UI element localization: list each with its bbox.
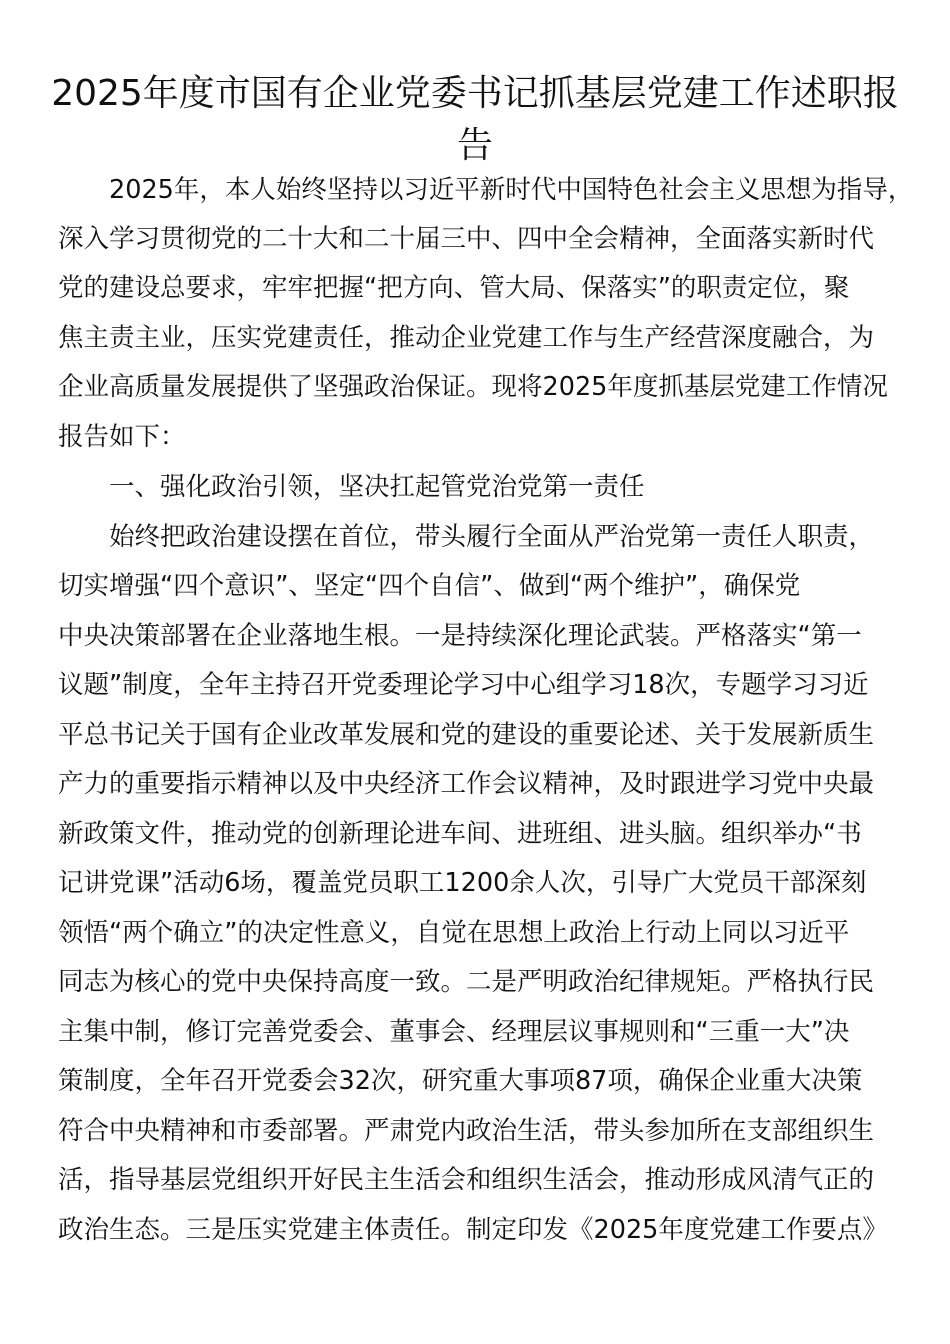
body-line: 策制度，全年召开党委会32次，研究重大事项87项，确保企业重大决策 <box>58 1066 863 1096</box>
body-line: 领悟“两个确立”的决定性意义，自觉在思想上政治上行动上同以习近平 <box>58 918 850 948</box>
body-line: 政治生态。三是压实党建主体责任。制定印发《2025年度党建工作要点》 <box>58 1215 888 1245</box>
body-line: 2025年，本人始终坚持以习近平新时代中国特色社会主义思想为指导， <box>58 175 914 205</box>
document-title <box>40 68 910 172</box>
body-line: 记讲党课”活动6场，覆盖党员职工1200余人次，引导广大党员干部深刻 <box>58 868 867 898</box>
section-heading: 一、强化政治引领，坚决扛起管党治党第一责任 <box>58 472 645 502</box>
body-line: 议题”制度，全年主持召开党委理论学习中心组学习18次，专题学习习近 <box>58 670 869 700</box>
body-line: 符合中央精神和市委部署。严肃党内政治生活，带头参加所在支部组织生 <box>58 1116 875 1146</box>
body-line: 企业高质量发展提供了坚强政治保证。现将2025年度抓基层党建工作情况 <box>58 372 888 402</box>
body-line: 主集中制，修订完善党委会、董事会、经理层议事规则和“三重一大”决 <box>58 1017 850 1047</box>
body-line: 深入学习贯彻党的二十大和二十届三中、四中全会精神，全面落实新时代 <box>58 224 875 254</box>
body-line: 平总书记关于国有企业改革发展和党的建设的重要论述、关于发展新质生 <box>58 720 875 750</box>
body-line: 焦主责主业，压实党建责任，推动企业党建工作与生产经营深度融合，为 <box>58 323 875 353</box>
body-line: 党的建设总要求，牢牢把握“把方向、管大局、保落实”的职责定位，聚 <box>58 273 850 303</box>
body-line: 中央决策部署在企业落地生根。一是持续深化理论武装。严格落实“第一 <box>58 621 862 651</box>
body-line: 始终把政治建设摆在首位，带头履行全面从严治党第一责任人职责， <box>58 522 875 552</box>
body-line: 新政策文件，推动党的创新理论进车间、进班组、进头脑。组织举办“书 <box>58 819 862 849</box>
title-line-2: 告 <box>456 125 493 166</box>
body-line: 切实增强“四个意识”、坚定“四个自信”、做到“两个维护”，确保党 <box>58 571 801 601</box>
title-line-1: 2025年度市国有企业党委书记抓基层党建工作述职报 <box>51 73 899 114</box>
body-line: 同志为核心的党中央保持高度一致。二是严明政治纪律规矩。严格执行民 <box>58 967 875 997</box>
body-line: 活，指导基层党组织开好民主生活会和组织生活会，推动形成风清气正的 <box>58 1165 875 1195</box>
body-line: 产力的重要指示精神以及中央经济工作会议精神，及时跟进学习党中央最 <box>58 769 875 799</box>
body-line: 报告如下： <box>58 422 186 452</box>
